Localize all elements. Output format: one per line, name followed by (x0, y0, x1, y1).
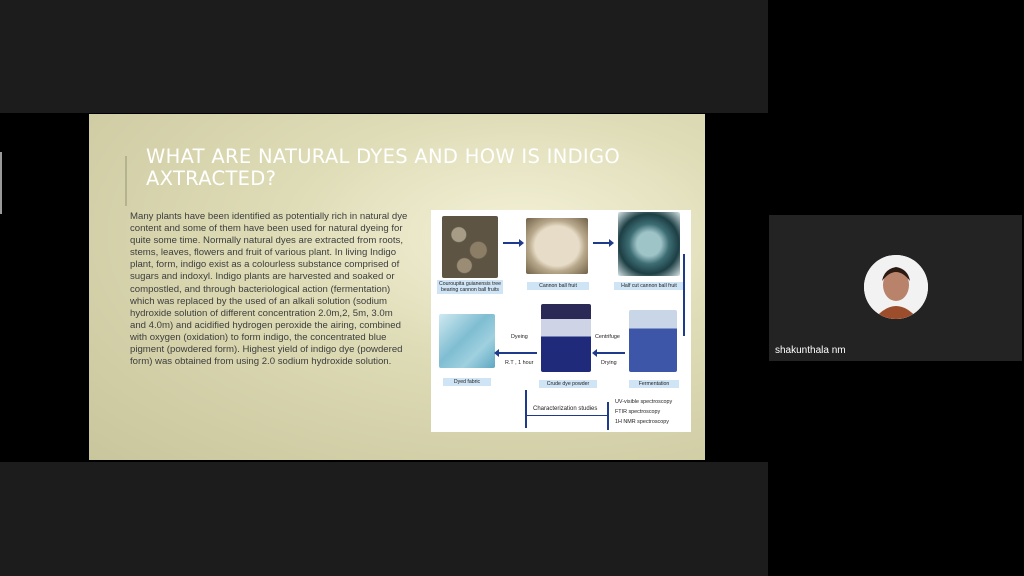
dyed-fabric-photo (439, 314, 495, 368)
fabric-caption: Dyed fabric (443, 378, 491, 386)
participant-video-tile[interactable] (769, 215, 1022, 361)
rt-label: R.T , 1 hour (505, 360, 534, 366)
participant-name: shakunthala nm (775, 345, 846, 356)
participant-photo-icon (864, 255, 928, 319)
top-black-bar (0, 0, 768, 113)
tree-caption: Couroupita guianensis tree bearing cannon ball fruits (439, 281, 502, 293)
dyeing-label: Dyeing (511, 334, 528, 340)
fruit-caption: Cannon ball fruit (527, 282, 589, 290)
cannon-ball-fruit-photo (526, 218, 588, 274)
characterization-label: Characterization studies (533, 406, 598, 412)
slide-title: WHAT ARE NATURAL DYES AND HOW IS INDIGO AXTRACTED? (146, 145, 621, 190)
char-item-uv: UV-visible spectroscopy (615, 399, 673, 405)
participant-avatar (864, 255, 928, 319)
arrow-powder-to-fabric (497, 352, 537, 354)
char-horizontal-line (525, 415, 607, 416)
fermentation-caption: Fermentation (629, 380, 679, 388)
char-item-ftir: FTIR spectroscopy (615, 409, 661, 415)
arrow-fruit-to-half (593, 242, 611, 244)
drying-label: Drying (601, 360, 617, 366)
slide-body-text: Many plants have been identified as potentially rich in natural dye content and some of them have been used for natural dyeing for quite some time. Normally natural dyes are extracted from roots, stems, leaves, flowers and fruit of various plant. In living Indigo plant, form, indigo exist as a colourless substance comprised of sugars and indoxyl. Indigo plants are harvested and soaked or compostled, and through bacteriological action (fermentation) which was replaced by the used of an alkali solution (sodium hydroxide solution of different concentration 2.0m,2, 5m, 3.0m and 4.0m) and acidified hydrogen peroxide the airing, combined with oxygen (oxidation) to form indigo, the concentrated blue pigment (powdered form). Highest yield of indigo dye (powdered form) was obtained from using 2.0 sodium hydroxide solution. (130, 211, 408, 368)
char-vertical-line (525, 390, 527, 428)
tree-photo (442, 216, 498, 278)
indigo-extraction-figure (431, 210, 691, 432)
char-item-nmr: 1H NMR spectroscopy (615, 419, 669, 425)
crude-dye-powder-photo (541, 304, 591, 372)
title-accent-line (125, 156, 127, 206)
powder-caption: Crude dye powder (539, 380, 597, 388)
half-cut-fruit-photo (618, 212, 680, 276)
connector-right-vertical (683, 254, 685, 336)
centrifuge-label: Centrifuge (595, 334, 620, 340)
half-cut-caption: Half cut cannon ball fruit (614, 282, 684, 290)
fermentation-photo (629, 310, 677, 372)
left-edge-indicator (0, 152, 2, 214)
shared-slide (89, 114, 705, 460)
arrow-tree-to-fruit (503, 242, 521, 244)
arrow-ferment-to-powder (595, 352, 625, 354)
char-branch-line (607, 402, 609, 430)
bottom-black-bar (0, 462, 768, 576)
